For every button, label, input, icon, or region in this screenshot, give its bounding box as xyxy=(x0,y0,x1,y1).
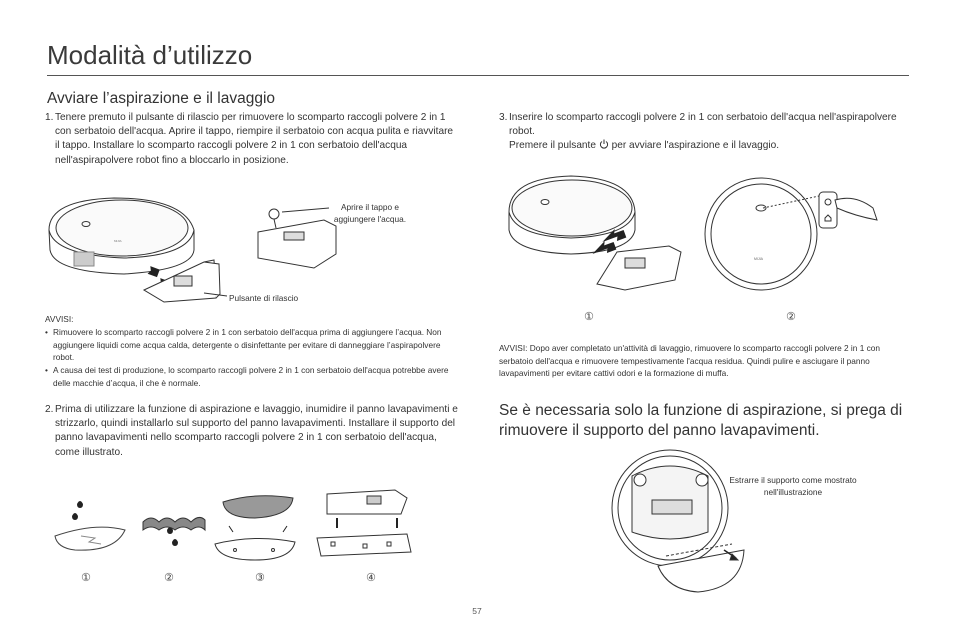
step-3-line2-before: Premere il pulsante xyxy=(509,140,596,152)
step-3-line1: Inserire lo scomparto raccogli polvere 2 in 1 con serbatoio dell'acqua nell'aspirapolvere robot. xyxy=(509,112,897,138)
label-release-button: Pulsante di rilascio xyxy=(229,293,299,303)
robot-vacuum-drawing xyxy=(49,198,194,274)
section-heading-vacuum-only: Se è necessaria solo la funzione di aspirazione, si prega di rimuovere il supporto del panno lavapavimenti. xyxy=(499,402,903,439)
fig2-marker: ④ xyxy=(366,572,376,584)
warning-after-mopping xyxy=(499,342,899,380)
robot-side-view xyxy=(509,176,635,254)
page-title: Modalità d’utilizzo xyxy=(47,40,253,70)
warnings-title: AVVISI: xyxy=(45,314,74,324)
fig3-marker: ② xyxy=(786,311,796,323)
step-2-text: Prima di utilizzare la funzione di aspirazione e lavaggio, inumidire il panno lavapavimenti e strizzarlo, quindi installarlo sul supporto del panno lavapavimenti. Installare il supporto del panno lavapavimenti nello scomparto raccogli polvere 2 in 1 con serbatoio dell'acqua, come illustrato. xyxy=(55,404,458,458)
warning-item: • Rimuovere lo scomparto raccogli polvere 2 in 1 con serbatoio dell'acqua prima di aggiungere l’acqua. Non aggiungere liquidi come acqua calda, detergente o disinfettante per evitare di danneggiare l’aspirapolvere robot. xyxy=(45,326,455,364)
illustration-mop-steps xyxy=(55,484,415,564)
power-icon xyxy=(599,139,609,149)
fig2-marker: ③ xyxy=(255,572,265,584)
illustration-insert-dustbin xyxy=(505,172,885,302)
warning-item: • A causa dei test di produzione, lo scomparto raccogli polvere 2 in 1 con serbatoio dell'acqua potrebbe avere delle macchie d’acqua, il che è normale. xyxy=(45,364,455,389)
caption-remove-holder: Estrarre il supporto come mostrato nell'illustrazione xyxy=(729,475,857,497)
section-heading-start: Avviare l’aspirazione e il lavaggio xyxy=(47,90,276,107)
fig3-marker: ① xyxy=(584,311,594,323)
caption-open-cap: Aprire il tappo e aggiungere l'acqua. xyxy=(333,202,407,224)
step-3 xyxy=(499,111,899,154)
step-1-number: 1. xyxy=(45,112,54,123)
step-1-text: Tenere premuto il pulsante di rilascio per rimuovere lo scomparto raccogli polvere 2 in 1 con serbatoio dell'acqua. Aprire il tappo, riempire il serbatoio con acqua pulita e riavvitare il tappo. Installare lo scomparto raccogli polvere 2 in 1 con serbatoio dell'acqua nell'aspirapolvere robot fino a bloccarlo in posizione. xyxy=(55,112,454,166)
illustration-remove-mop-holder xyxy=(612,446,762,596)
svg-text:MIJIA: MIJIA xyxy=(114,239,122,243)
fig2-marker: ① xyxy=(81,572,91,584)
title-divider xyxy=(47,75,909,76)
mop-cloth-wet xyxy=(55,527,125,550)
step-1 xyxy=(45,111,460,168)
page-number: 57 xyxy=(472,606,482,616)
step-3-line2 xyxy=(509,139,899,153)
step-3-number: 3. xyxy=(499,112,508,123)
warning-title: AVVISI: xyxy=(499,343,528,353)
step-2-number: 2. xyxy=(45,404,54,415)
mop-cloth-on-holder xyxy=(215,496,295,560)
step-3-line2-after: per avviare l'aspirazione e il lavaggio. xyxy=(611,140,780,152)
warning-text: Dopo aver completato un'attività di lavaggio, rimuovere lo scomparto raccogli polvere 2 in 1 con serbatoio dell'acqua e rimuovere tempestivamente l'acqua residua. Quindi pulire e asciugare il panno lavapavimenti per evitare cattivi odori e la formazione di muffa. xyxy=(499,343,880,379)
holder-into-dustbin xyxy=(317,490,411,556)
svg-text:MIJIA: MIJIA xyxy=(754,257,763,261)
step-2 xyxy=(45,403,460,460)
warnings-list xyxy=(45,326,455,390)
robot-top-view xyxy=(705,178,817,290)
mop-cloth-wrung xyxy=(143,517,205,530)
button-panel-zoom xyxy=(819,192,877,228)
robot-bottom-view xyxy=(612,450,728,566)
fig2-marker: ② xyxy=(164,572,174,584)
dustbin-insert-drawing xyxy=(597,246,681,290)
